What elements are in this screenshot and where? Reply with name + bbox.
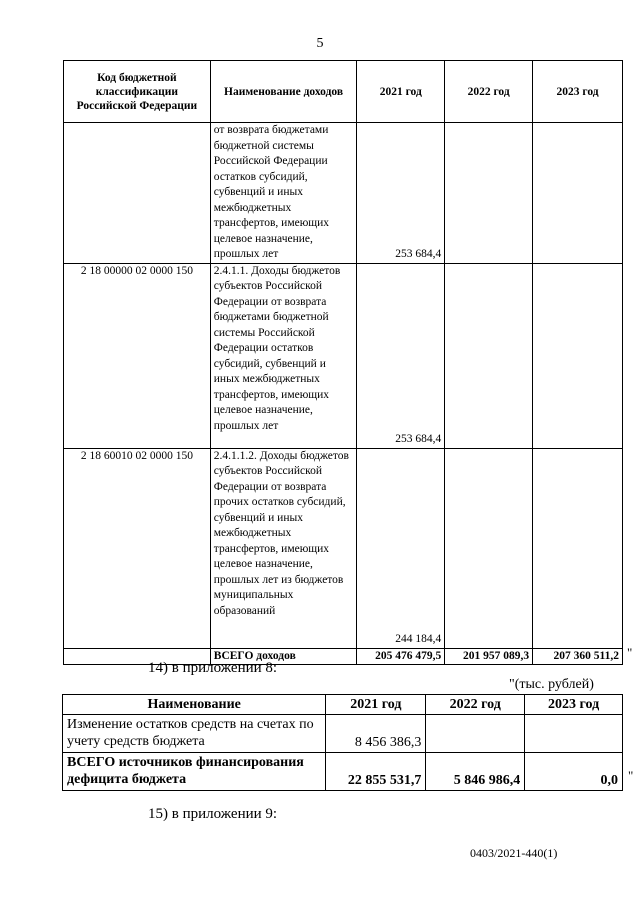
header-2021: 2021 год	[357, 61, 445, 123]
total-value-2023: 0,0	[525, 753, 623, 791]
total-value-2022: 5 846 986,4	[426, 753, 525, 791]
table-row	[64, 123, 623, 264]
row-value-2022	[445, 448, 533, 648]
row-name: от возврата бюджетами бюджетной системы Российской Федерации остатков субсидий, субвенций и иных межбюджетных трансфертов, имеющих целевое назначение, прошлых лет	[210, 123, 357, 264]
unit-note: "(тыс. рублей)	[509, 677, 594, 692]
header-2022: 2022 год	[426, 695, 525, 715]
row-value-2023	[533, 263, 623, 448]
row-code: 2 18 60010 02 0000 150	[64, 448, 211, 648]
total-label: ВСЕГО источников финансирования дефицита бюджета	[63, 753, 326, 791]
table-row	[64, 448, 623, 648]
row-value-2021: 253 684,4	[357, 263, 445, 448]
row-value-2021: 8 456 386,3	[326, 715, 426, 753]
row-value-2021: 244 184,4	[357, 448, 445, 648]
header-2022: 2022 год	[445, 61, 533, 123]
total-value-2023: 207 360 511,2	[533, 648, 623, 665]
header-name: Наименование	[63, 695, 326, 715]
header-2023: 2023 год	[533, 61, 623, 123]
table-row	[64, 263, 623, 448]
sources-table	[62, 694, 623, 791]
total-value-2021: 22 855 531,7	[326, 753, 426, 791]
row-value-2021: 253 684,4	[357, 123, 445, 264]
header-2023: 2023 год	[525, 695, 623, 715]
header-2021: 2021 год	[326, 695, 426, 715]
row-value-2022	[445, 123, 533, 264]
row-name: 2.4.1.1.2. Доходы бюджетов субъектов Российской Федерации от возврата прочих остатков субсидий, субвенций и иных межбюджетных трансфертов, имеющих целевое назначение, прошлых лет из бюджетов муниципальных образований	[210, 448, 357, 648]
table-header-row	[64, 61, 623, 123]
income-table	[63, 60, 623, 665]
table-header-row	[63, 695, 623, 715]
row-code	[64, 123, 211, 264]
row-value-2022	[426, 715, 525, 753]
total-value-2021: 205 476 479,5	[357, 648, 445, 665]
row-value-2022	[445, 263, 533, 448]
row-value-2023	[533, 448, 623, 648]
row-value-2023	[525, 715, 623, 753]
table-row	[63, 715, 623, 753]
closing-quote: "	[627, 645, 633, 660]
page-number: 5	[316, 36, 324, 51]
closing-quote-2: "	[628, 768, 634, 783]
document-code: 0403/2021-440(1)	[470, 846, 558, 860]
paragraph-14: 14) в приложении 8:	[148, 660, 278, 676]
header-name: Наименование доходов	[210, 61, 357, 123]
total-value-2022: 201 957 089,3	[445, 648, 533, 665]
row-name: Изменение остатков средств на счетах по учету средств бюджета	[63, 715, 326, 753]
paragraph-15: 15) в приложении 9:	[148, 806, 278, 822]
total-row	[63, 753, 623, 791]
row-value-2023	[533, 123, 623, 264]
total-label: ВСЕГО доходов	[210, 648, 357, 665]
header-code: Код бюджетной классификации Российской Федерации	[64, 61, 211, 123]
row-name: 2.4.1.1. Доходы бюджетов субъектов Российской Федерации от возврата бюджетами бюджетной системы Российской Федерации остатков субсидий, субвенций и иных межбюджетных трансфертов, имеющих целевое назначение, прошлых лет	[210, 263, 357, 448]
row-code: 2 18 00000 02 0000 150	[64, 263, 211, 448]
